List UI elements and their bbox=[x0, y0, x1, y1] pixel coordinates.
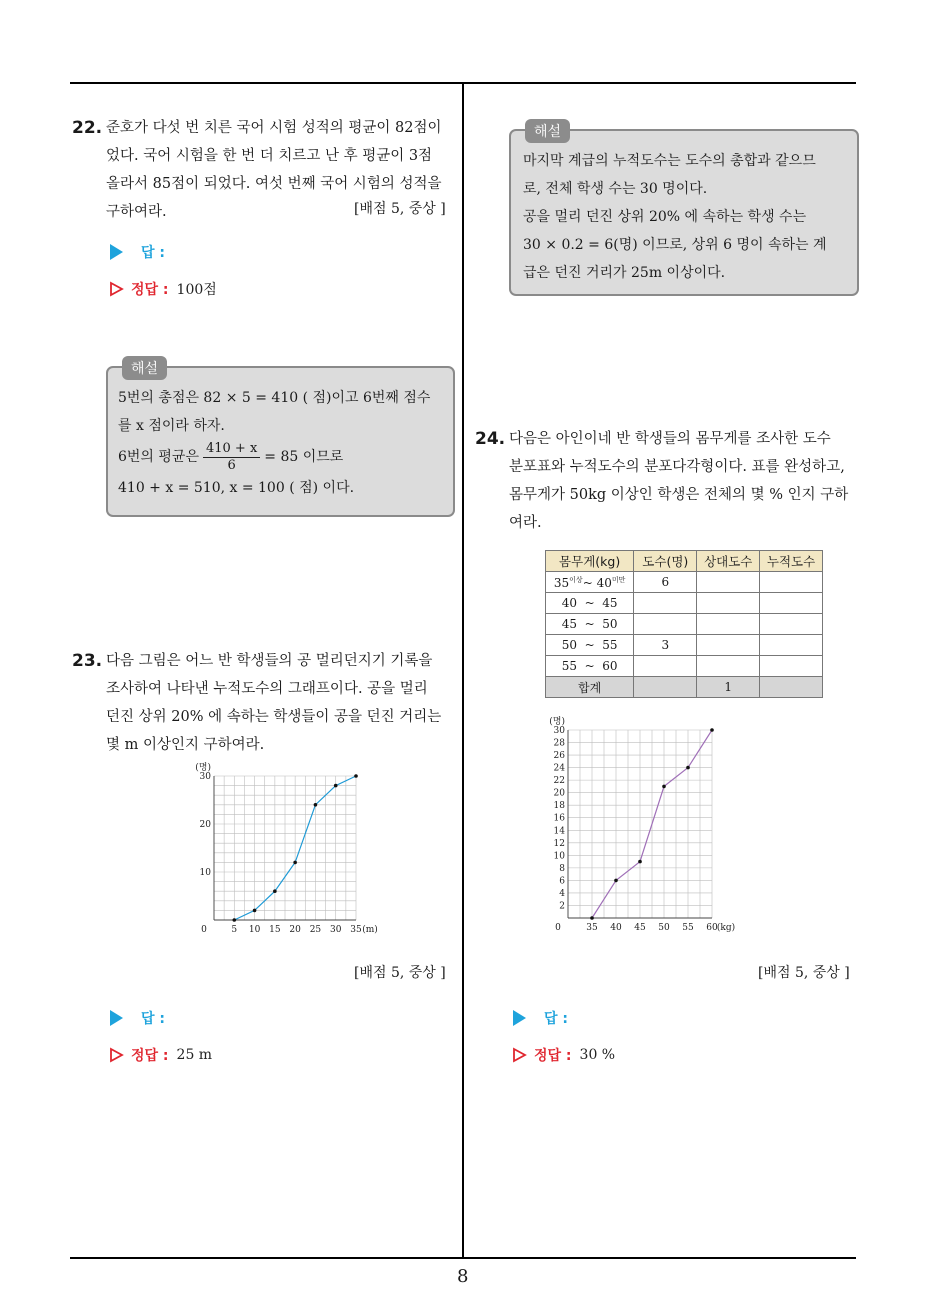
text-line: 마지막 계급의 누적도수는 도수의 총합과 같으므 bbox=[523, 153, 816, 169]
column-header: 도수(명) bbox=[634, 551, 697, 572]
text-fragment: 6번의 평균은 bbox=[118, 449, 199, 465]
text-line: 급은 던진 거리가 25m 이상이다. bbox=[523, 265, 726, 281]
key-label: 정답 : bbox=[131, 1048, 169, 1064]
text-line: 몇 m 이상인지 구하여라. bbox=[106, 737, 265, 753]
x-tick-label: 55 bbox=[682, 923, 694, 933]
x-tick-label: 60 bbox=[706, 923, 718, 933]
rel-cell bbox=[697, 572, 760, 593]
y-tick-label: 8 bbox=[559, 863, 565, 874]
range-high-suffix: 미만 bbox=[611, 575, 626, 584]
text-line: 다음 그림은 어느 반 학생들의 공 멀리던지기 기록을 bbox=[106, 653, 433, 669]
question-22-score: [배점 5, 중상 ] bbox=[354, 201, 446, 217]
y-tick-label: 28 bbox=[553, 738, 565, 749]
table-row bbox=[546, 593, 823, 614]
x-tick-label: 45 bbox=[634, 923, 646, 933]
freq-cell bbox=[634, 593, 697, 614]
question-24-answer bbox=[513, 1008, 568, 1028]
data-point bbox=[590, 916, 594, 920]
range-cell: 45 ~ 50 bbox=[546, 614, 634, 635]
y-tick-label: 20 bbox=[199, 820, 211, 830]
text-line: 5번의 총점은 82 × 5 = 410 ( 점)이고 6번째 점수 bbox=[118, 390, 431, 406]
data-point bbox=[710, 728, 714, 732]
total-label: 합계 bbox=[546, 677, 634, 698]
question-22-key bbox=[110, 279, 217, 299]
play-icon bbox=[110, 1010, 123, 1026]
key-value: 25 m bbox=[176, 1047, 213, 1063]
question-22-number: 22. bbox=[72, 118, 103, 138]
table-header-row bbox=[546, 551, 823, 572]
cum-cell bbox=[760, 614, 823, 635]
range-cell: 40 ~ 45 bbox=[546, 593, 634, 614]
x-tick-label: 5 bbox=[231, 925, 238, 935]
outline-triangle-icon bbox=[110, 282, 123, 296]
data-point bbox=[314, 803, 318, 807]
range-low-suffix: 이상 bbox=[569, 575, 583, 584]
solution-22-box bbox=[106, 361, 455, 517]
text-line: 30 × 0.2 = 6(명) 이므로, 상위 6 명이 속하는 계 bbox=[523, 237, 827, 253]
rel-cell bbox=[697, 593, 760, 614]
freq-cell: 3 bbox=[634, 635, 697, 656]
column-divider bbox=[462, 82, 464, 1258]
y-tick-label: 30 bbox=[553, 726, 565, 736]
y-axis-label: (명) bbox=[195, 763, 211, 773]
data-point bbox=[334, 784, 338, 788]
range-cell: 55 ~ 60 bbox=[546, 656, 634, 677]
y-tick-label: 26 bbox=[553, 751, 565, 762]
total-cum bbox=[760, 677, 823, 698]
solution-tag: 해설 bbox=[525, 119, 570, 143]
page-number: 8 bbox=[457, 1266, 469, 1287]
x-tick-label: 10 bbox=[248, 925, 261, 935]
y-tick-label: 16 bbox=[553, 813, 565, 824]
text-line: 었다. 국어 시험을 한 번 더 치르고 난 후 평균이 3점 bbox=[106, 148, 433, 164]
question-24-key bbox=[513, 1045, 615, 1065]
question-23-number: 23. bbox=[72, 651, 103, 671]
text-line: 몸무게가 50kg 이상인 학생은 전체의 몇 % 인지 구하 bbox=[509, 487, 849, 503]
text-line: 던진 상위 20% 에 속하는 학생들이 공을 던진 거리는 bbox=[106, 709, 442, 725]
y-tick-label: 18 bbox=[553, 801, 565, 812]
table-row bbox=[546, 572, 823, 593]
x-tick-label: 25 bbox=[309, 925, 322, 935]
text-line: 분포표와 누적도수의 분포다각형이다. 표를 완성하고, bbox=[509, 459, 845, 475]
x-tick-label: 40 bbox=[610, 923, 622, 933]
range-cell: $35^{이상}\sim$ $40^{미만}$ bbox=[546, 572, 634, 593]
range-low: 35 bbox=[553, 575, 570, 590]
y-tick-label: 10 bbox=[553, 851, 565, 862]
answer-label: 답 : bbox=[141, 1011, 165, 1027]
data-point bbox=[638, 860, 642, 864]
text-line: 구하여라. bbox=[106, 204, 167, 220]
x-axis-label: (m) bbox=[362, 925, 378, 935]
question-24-score: [배점 5, 중상 ] bbox=[758, 965, 850, 981]
cum-cell bbox=[760, 635, 823, 656]
question-22-answer bbox=[110, 242, 165, 262]
text-line: 410 + x = 510, x = 100 ( 점) 이다. bbox=[118, 480, 355, 496]
text-line: 준호가 다섯 번 치른 국어 시험 성적의 평균이 82점이 bbox=[106, 120, 442, 136]
total-freq bbox=[634, 677, 697, 698]
x-tick-label: 0 bbox=[201, 925, 207, 935]
key-label: 정답 : bbox=[131, 282, 169, 298]
freq-cell bbox=[634, 656, 697, 677]
table-total-row bbox=[546, 677, 823, 698]
answer-label: 답 : bbox=[141, 245, 165, 261]
fraction-denominator: 6 bbox=[227, 457, 236, 473]
cumulative-frequency-chart-23 bbox=[190, 763, 378, 938]
text-line: 공을 멀리 던진 상위 20% 에 속하는 학생 수는 bbox=[523, 209, 807, 225]
cum-cell bbox=[760, 572, 823, 593]
data-point bbox=[614, 879, 618, 883]
data-point bbox=[273, 889, 277, 893]
text-line: 를 x 점이라 하자. bbox=[118, 418, 225, 434]
y-tick-label: 14 bbox=[553, 826, 565, 837]
question-23-score: [배점 5, 중상 ] bbox=[354, 965, 446, 981]
fraction bbox=[203, 441, 260, 474]
bottom-rule bbox=[70, 1257, 856, 1259]
x-tick-label: 50 bbox=[658, 923, 670, 933]
y-tick-label: 4 bbox=[559, 888, 565, 899]
x-tick-label: 0 bbox=[555, 923, 561, 933]
frequency-table bbox=[545, 550, 823, 698]
column-header: 상대도수 bbox=[697, 551, 760, 572]
data-point bbox=[293, 861, 297, 865]
solution-23-box bbox=[509, 124, 859, 296]
column-header: 몸무게(kg) bbox=[546, 551, 634, 572]
text-fragment: = 85 이므로 bbox=[264, 449, 344, 465]
x-tick-label: 35 bbox=[350, 925, 362, 935]
rel-cell bbox=[697, 656, 760, 677]
column-header: 누적도수 bbox=[760, 551, 823, 572]
key-value: 30 % bbox=[579, 1047, 616, 1063]
answer-label: 답 : bbox=[544, 1011, 568, 1027]
range-cell: 50 ~ 55 bbox=[546, 635, 634, 656]
text-line bbox=[118, 440, 448, 474]
y-axis-label: (명) bbox=[549, 717, 565, 727]
rel-cell bbox=[697, 635, 760, 656]
text-line: 올라서 85점이 되었다. 여섯 번째 국어 시험의 성적을 bbox=[106, 176, 442, 192]
y-tick-label: 22 bbox=[553, 776, 565, 787]
question-24-text bbox=[509, 425, 859, 537]
y-tick-label: 30 bbox=[199, 772, 211, 782]
data-point bbox=[686, 766, 690, 770]
data-point bbox=[232, 918, 236, 922]
y-tick-label: 2 bbox=[559, 901, 565, 912]
y-tick-label: 24 bbox=[553, 763, 565, 774]
data-point bbox=[253, 909, 257, 913]
outline-triangle-icon bbox=[110, 1048, 123, 1062]
text-line: 조사하여 나타낸 누적도수의 그래프이다. 공을 멀리 bbox=[106, 681, 428, 697]
question-24-number: 24. bbox=[475, 429, 506, 449]
solution-22-text bbox=[118, 384, 448, 502]
y-tick-label: 12 bbox=[553, 838, 565, 849]
range-high: 40 bbox=[596, 575, 612, 590]
table-row bbox=[546, 614, 823, 635]
text-line: 여라. bbox=[509, 515, 542, 531]
x-tick-label: 30 bbox=[329, 925, 342, 935]
key-value: 100점 bbox=[176, 282, 217, 298]
cumulative-frequency-polygon-24 bbox=[535, 718, 735, 938]
total-rel: 1 bbox=[697, 677, 760, 698]
play-icon bbox=[513, 1010, 526, 1026]
solution-tag: 해설 bbox=[122, 356, 167, 380]
y-tick-label: 10 bbox=[199, 868, 211, 878]
x-axis-label: (kg) bbox=[716, 923, 736, 933]
fraction-numerator: 410 + x bbox=[203, 441, 260, 458]
table-row bbox=[546, 635, 823, 656]
rel-cell bbox=[697, 614, 760, 635]
cum-cell bbox=[760, 656, 823, 677]
data-point bbox=[354, 774, 358, 778]
text-line: 로, 전체 학생 수는 30 명이다. bbox=[523, 181, 708, 197]
freq-cell: 6 bbox=[634, 572, 697, 593]
outline-triangle-icon bbox=[513, 1048, 526, 1062]
text-line: 다음은 아인이네 반 학생들의 몸무게를 조사한 도수 bbox=[509, 431, 831, 447]
key-label: 정답 : bbox=[534, 1048, 572, 1064]
freq-cell bbox=[634, 614, 697, 635]
y-tick-label: 20 bbox=[553, 788, 565, 799]
x-tick-label: 20 bbox=[289, 925, 301, 935]
play-icon bbox=[110, 244, 123, 260]
question-23-answer bbox=[110, 1008, 165, 1028]
question-23-text bbox=[106, 647, 456, 759]
question-23-key bbox=[110, 1045, 212, 1065]
cum-cell bbox=[760, 593, 823, 614]
table-row bbox=[546, 656, 823, 677]
x-tick-label: 35 bbox=[586, 923, 598, 933]
x-tick-label: 15 bbox=[269, 925, 281, 935]
data-point bbox=[662, 785, 666, 789]
solution-23-text bbox=[523, 147, 853, 287]
y-tick-label: 6 bbox=[559, 876, 565, 887]
